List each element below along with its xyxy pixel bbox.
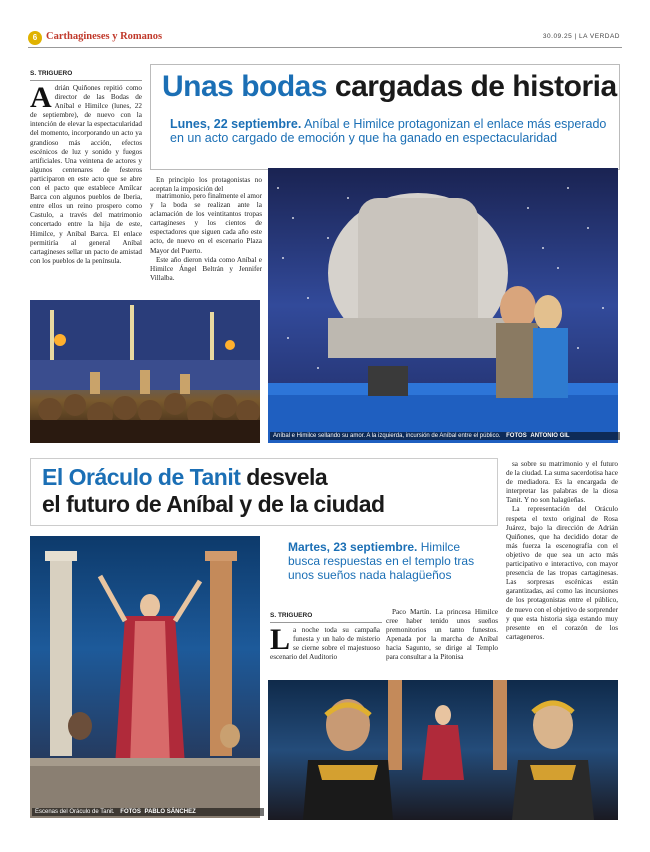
article2-photo-actors xyxy=(268,680,618,820)
article2-headline-part1: El Oráculo de Tanit xyxy=(42,464,241,490)
article2-col2-text: Paco Martín. La princesa Himilce cree haber tenido unos sueños premonitorios un tanto funestos. Apenada por la marcha de Aníbal hacia Sagunto, se dirige al Templo para consultar a la Pitonisa xyxy=(386,608,498,662)
article2-credit-label: FOTOS xyxy=(120,809,141,815)
article2-subhead-date: Martes, 23 septiembre. xyxy=(288,540,418,554)
article2-dropcap: L xyxy=(270,626,291,656)
article1-subhead-date: Lunes, 22 septiembre. xyxy=(170,117,302,131)
byline-rule-2 xyxy=(270,622,382,623)
article2-subhead xyxy=(288,540,494,582)
article1-column1 xyxy=(30,84,142,294)
wedding-scene-graphic xyxy=(268,168,618,443)
article2-headline xyxy=(42,464,385,518)
article2-column2 xyxy=(386,608,498,676)
article1-photo-crowd xyxy=(30,300,260,443)
article1-dropcap: A xyxy=(30,84,52,114)
page-number-badge: 6 xyxy=(28,31,42,45)
crowd-scene-graphic xyxy=(30,300,260,443)
article2-headline-part2: desvela xyxy=(240,464,328,490)
actors-scene-graphic xyxy=(268,680,618,820)
article1-caption xyxy=(270,432,620,440)
issue-date: 30.09.25 | LA VERDAD xyxy=(542,33,620,40)
article1-headline xyxy=(162,70,617,104)
article1-col2b-text: Este año dieron vida como Aníbal e Himilce Ángel Beltrán y Jennifer Villalba. xyxy=(150,255,262,282)
article1-credit: ANTONIO GIL xyxy=(530,433,570,439)
article2-col1-text: a noche toda su campaña funesta y un halo de misterio se cierne sobre el majestuoso escenario del Auditorio xyxy=(270,626,380,662)
oracle-scene-graphic xyxy=(30,536,260,818)
article2-credit: PABLO SÁNCHEZ xyxy=(144,809,196,815)
article1-column2 xyxy=(150,192,262,292)
article2-byline: S. TRIGUERO xyxy=(270,612,313,619)
header-rule xyxy=(28,47,622,48)
article2-headline-line2: el futuro de Aníbal y de la ciudad xyxy=(42,491,385,517)
article2-column3 xyxy=(506,460,618,678)
article1-subhead xyxy=(170,117,610,145)
article2-caption xyxy=(32,808,264,816)
article1-credit-label: FOTOS xyxy=(506,433,527,439)
article2-caption-text: Escenas del Oráculo de Tanit. xyxy=(35,809,115,815)
article1-byline: S. TRIGUERO xyxy=(30,70,73,77)
article2-col3b-text: La representación del Oráculo respeta el texto original de Rosa Juárez, bajo la dirección de Adrián Quiñones, que ha decidido dotar de más fuerza la escenografía con el objetivo de que sea un acto más participativo e interactivo, con mayor presencia de las tropas cartaginesas. Las sorpresas escénicas están garantizadas, así como las incursiones de los protagonistas entre el público, de nuevo con el objetivo de sorprender y que esta historia siga estando muy presente en el corazón de los cartageneros. xyxy=(506,505,618,641)
article1-headline-part1: Unas bodas xyxy=(162,70,328,103)
article1-col2-text: matrimonio, pero finalmente el amor y la boda se realizan ante la aclamación de los veintitantos tropas cartagineses y los cientos de espectadores que siguen cada año este acto, de nuevo en el escenario Plaza Mayor del Puerto. xyxy=(150,192,262,255)
article2-col3a-text: sa sobre su matrimonio y el futuro de la ciudad. La suma sacerdotisa hace de mediadora. Es la encargada de interpretar las palabras de la diosa Tanit. Y no son halagüeñas. xyxy=(506,460,618,505)
article1-subhead-text: Aníbal e Himilce protagonizan el enlace más esperado en un acto cargado de emoción y que ha ganado en espectacularidad xyxy=(170,117,607,145)
article1-photo-wedding xyxy=(268,168,618,443)
article1-col1-text: drián Quiñones repitió como director de las Bodas de Aníbal e Himilce (lunes, 22 de septiembre), de nuevo con la intención de elevar la espectacularidad del momento, incorporando un acto ya grandioso más acción, efectos escénicos de luz y sonido y fuegos artificiales. Una veintena de actores y algunos centenares de festeros participaron en este acto que se abre con el pacto que establece Amílcar Barca con algunos pueblos de Iberia, entre ellos un reino prospero como Castulo, a través del matrimonio concertado entre la hija de este, Himilce, y Aníbal Barca. El enlace permitiría al general Aníbal cartagineses sellar un pacto de amistad con los pueblos de la península. xyxy=(30,84,142,265)
article2-photo-oracle xyxy=(30,536,260,818)
section-title: Carthagineses y Romanos xyxy=(46,31,163,42)
article1-col1b-text: En principio los protagonistas no aceptan la imposición del xyxy=(150,176,262,194)
article2-subhead-text: Himilce busca respuestas en el templo tras unos sueños nada halagüeños xyxy=(288,540,475,582)
byline-rule xyxy=(30,80,142,81)
article1-caption-text: Aníbal e Himilce sellando su amor. A la izquierda, incursión de Aníbal entre el público. xyxy=(273,433,501,439)
article2-column1 xyxy=(270,626,380,676)
article1-headline-part2: cargadas de historia xyxy=(327,70,617,103)
